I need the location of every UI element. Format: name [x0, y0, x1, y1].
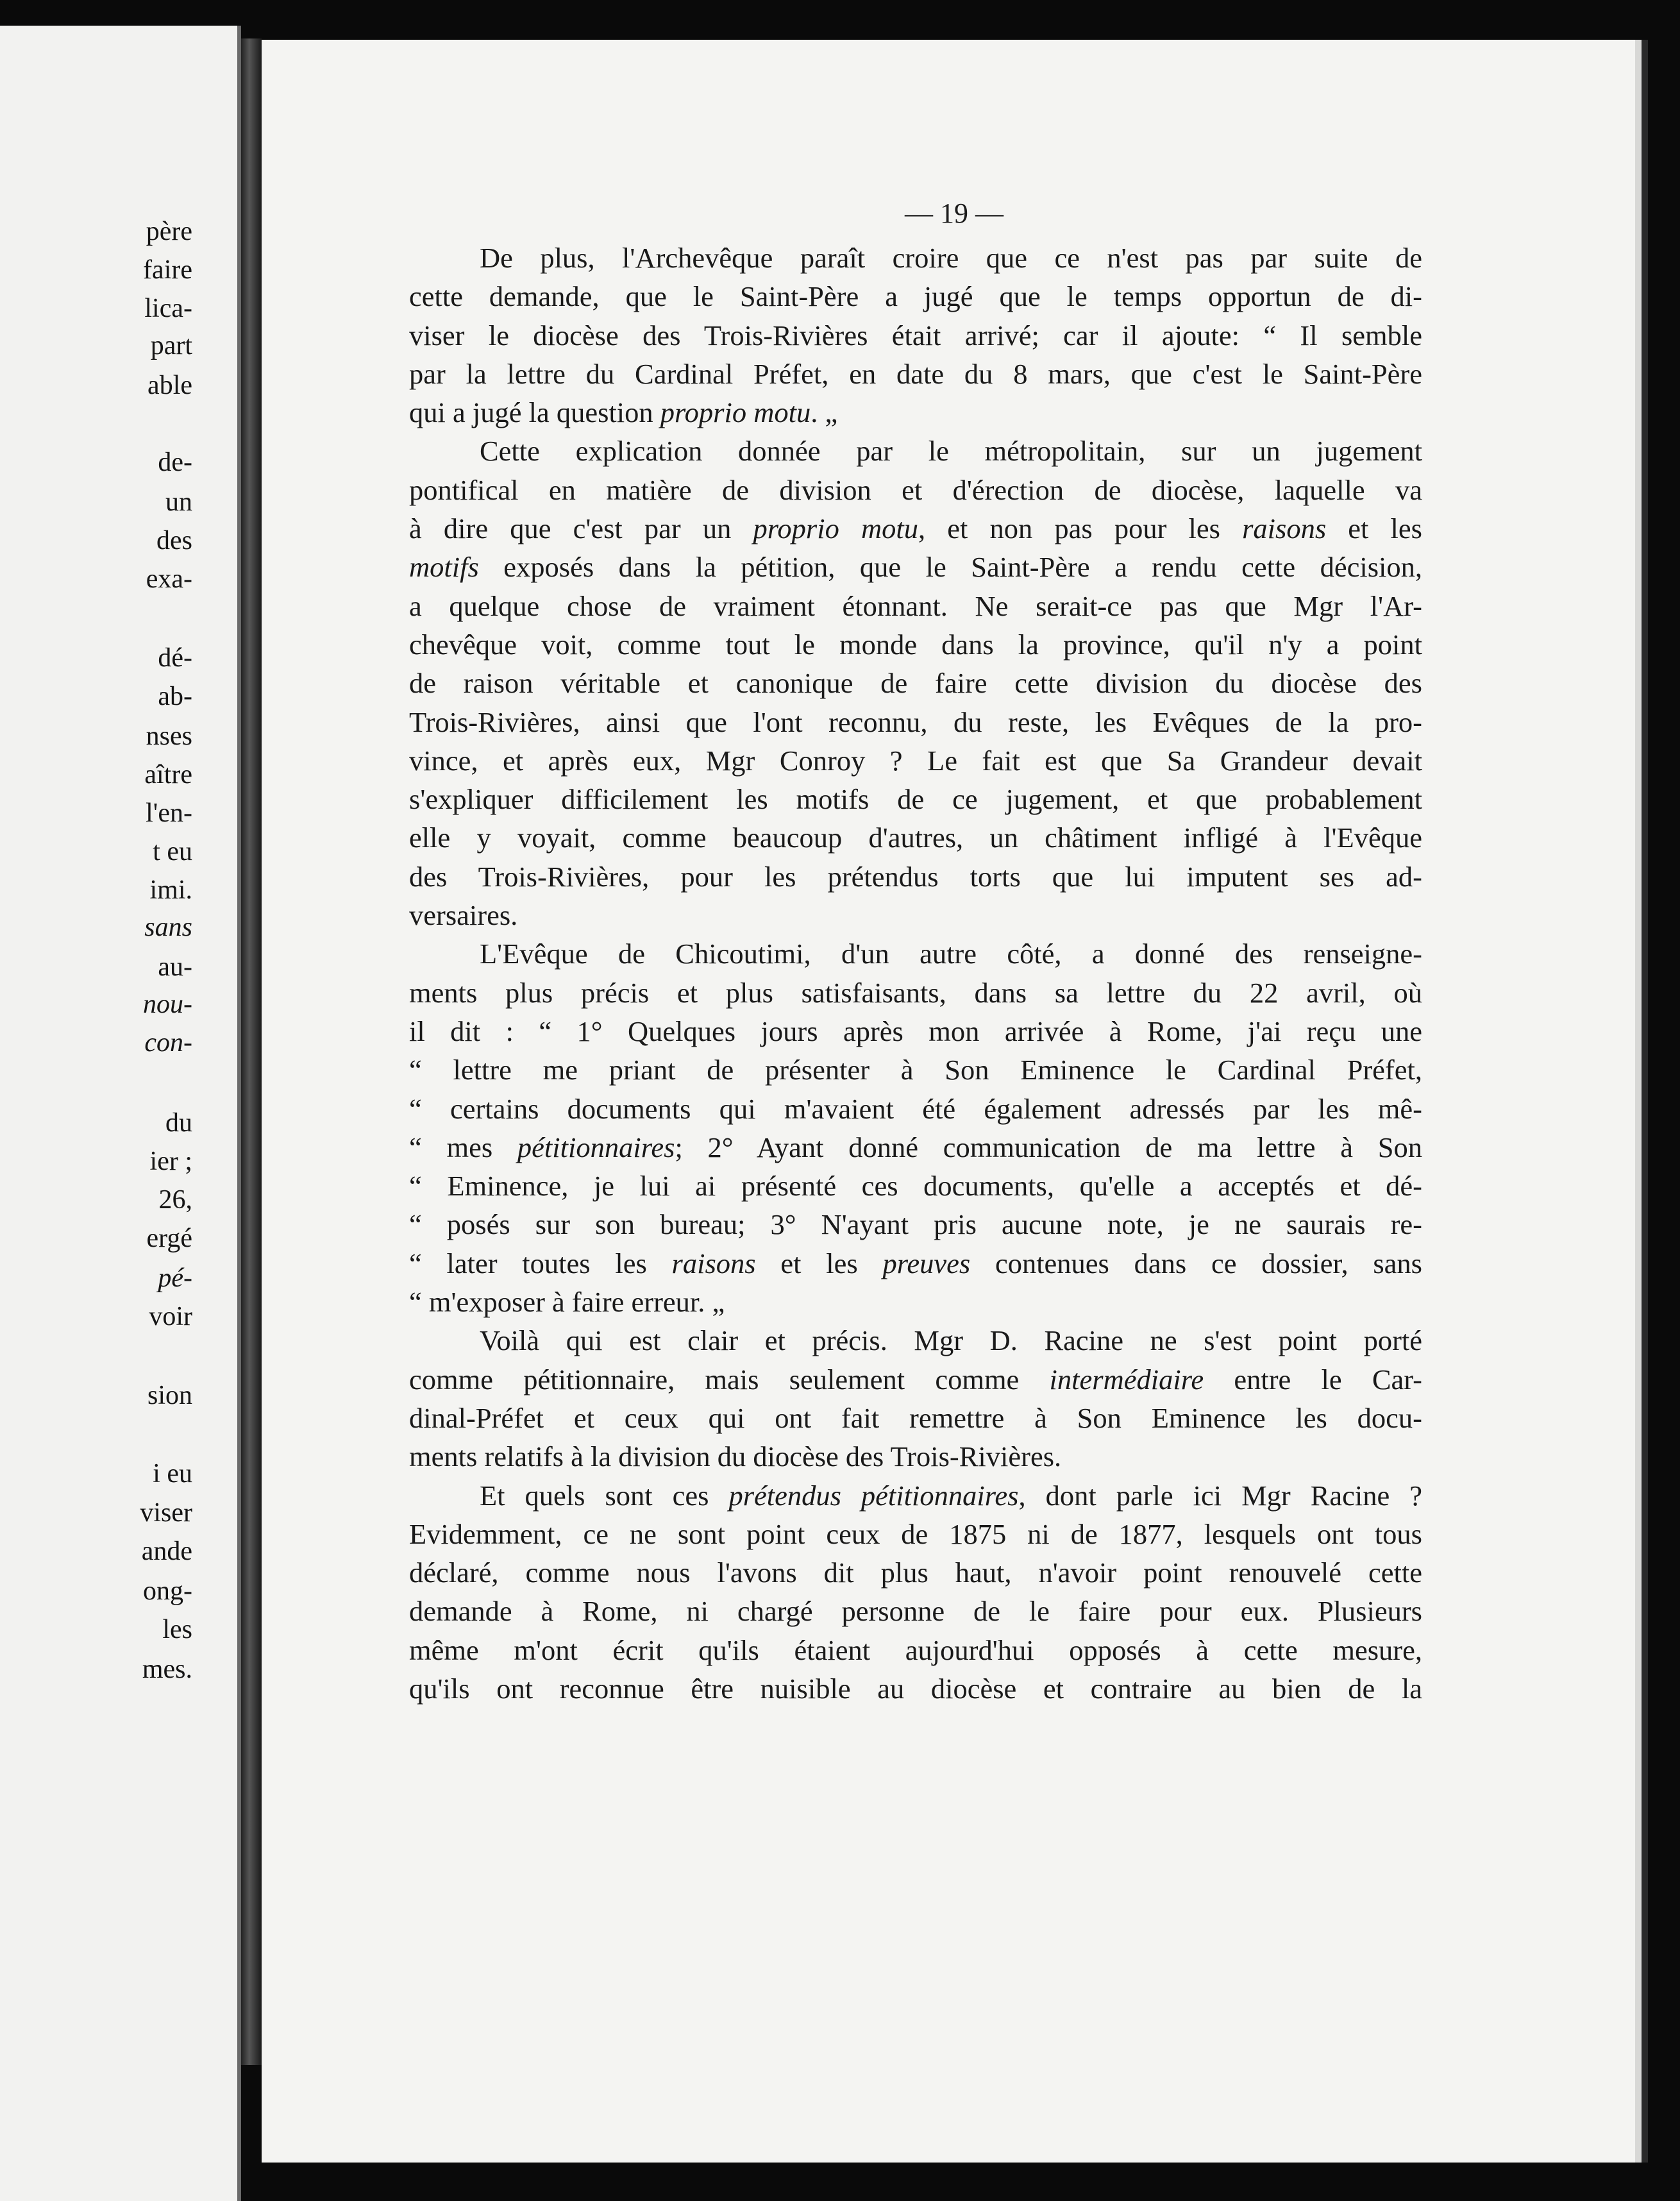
text-line — [409, 857, 1422, 896]
margin-fragment: imi. — [149, 875, 192, 905]
text-run: dinal-Préfet et ceux qui ont fait remettre à Son Eminence les docu- — [409, 1401, 1422, 1434]
text-run: , et non pas pour les — [918, 512, 1243, 545]
margin-fragment: de- — [158, 448, 192, 477]
margin-fragment: ab- — [158, 682, 192, 711]
text-line — [409, 1515, 1422, 1553]
margin-fragment: mes. — [142, 1655, 192, 1684]
text-run: Et quels sont ces — [480, 1479, 729, 1512]
margin-fragment: ergé — [146, 1224, 192, 1253]
text-line — [409, 471, 1422, 509]
margin-fragment: un — [165, 487, 192, 517]
text-line — [409, 1360, 1422, 1399]
text-run: et les — [1326, 512, 1422, 545]
text-line — [409, 1090, 1422, 1128]
text-run: “ certains documents qui m'avaient été également adressés par les mê- — [409, 1092, 1422, 1125]
text-run: viser le diocèse des Trois-Rivières était arrivé; car il ajoute: “ Il semble — [409, 319, 1422, 351]
margin-fragment: ande — [141, 1537, 192, 1566]
body-text — [409, 239, 1422, 1708]
text-run: “ mes — [409, 1131, 517, 1163]
text-line — [409, 934, 1422, 973]
text-run: “ posés sur son bureau; 3° N'ayant pris aucune note, je ne saurais re- — [409, 1208, 1422, 1241]
text-line — [409, 1476, 1422, 1515]
text-line — [409, 1205, 1422, 1244]
text-line — [409, 1050, 1422, 1089]
italic-phrase: pétitionnaires — [517, 1131, 675, 1163]
text-run: demande à Rome, ni chargé personne de le faire pour eux. Plusieurs — [409, 1595, 1422, 1628]
text-run: contenues dans ce dossier, sans — [970, 1247, 1422, 1279]
text-run: , dont parle ici Mgr Racine ? — [1018, 1479, 1422, 1512]
text-run: ments plus précis et plus satisfaisants, dans sa lettre du 22 avril, où — [409, 976, 1422, 1009]
text-run: entre le Car- — [1204, 1363, 1422, 1396]
text-line — [409, 1437, 1422, 1476]
text-line — [409, 1244, 1422, 1283]
text-run: L'Evêque de Chicoutimi, d'un autre côté, a donné des renseigne- — [480, 938, 1422, 970]
text-line — [409, 1592, 1422, 1630]
italic-phrase: raisons — [671, 1247, 756, 1279]
text-run: par la lettre du Cardinal Préfet, en date du 8 mars, que c'est le Saint-Père — [409, 357, 1422, 390]
text-run: même m'ont écrit qu'ils étaient aujourd'hui opposés à cette mesure, — [409, 1633, 1422, 1666]
italic-phrase: preuves — [882, 1247, 971, 1279]
text-run: exposés dans la pétition, que le Saint-Père a rendu cette décision, — [478, 551, 1422, 584]
text-line — [409, 1553, 1422, 1592]
text-line — [409, 1321, 1422, 1360]
text-line — [409, 664, 1422, 702]
text-line — [409, 1669, 1422, 1708]
margin-fragment: nses — [146, 721, 192, 751]
previous-page-fragment — [0, 26, 241, 2201]
margin-fragment: 26, — [158, 1185, 192, 1215]
text-line — [409, 780, 1422, 818]
text-run: de raison véritable et canonique de faire cette division du diocèse des — [409, 667, 1422, 700]
italic-phrase: proprio motu — [753, 512, 918, 545]
text-run: Voilà qui est clair et précis. Mgr D. Racine ne s'est point porté — [480, 1324, 1422, 1357]
text-line — [409, 896, 1422, 934]
text-line — [409, 1012, 1422, 1050]
margin-fragment: ong- — [143, 1576, 192, 1606]
margin-fragment: les — [162, 1615, 192, 1644]
book-page — [262, 40, 1642, 2163]
margin-fragment: père — [146, 217, 192, 246]
text-line — [409, 316, 1422, 355]
text-line — [409, 239, 1422, 277]
margin-fragment: l'en- — [146, 798, 192, 828]
text-line — [409, 1128, 1422, 1167]
margin-fragment: lica- — [144, 294, 192, 323]
text-run: chevêque voit, comme tout le monde dans la province, qu'il n'y a point — [409, 628, 1422, 661]
text-run: à dire que c'est par un — [409, 512, 753, 545]
text-run: ; 2° Ayant donné communication de ma lettre à Son — [675, 1131, 1422, 1163]
text-run: ments relatifs à la division du diocèse des Trois-Rivières. — [409, 1440, 1062, 1473]
margin-fragment: able — [147, 371, 192, 400]
margin-fragment: du — [165, 1108, 192, 1138]
text-line — [409, 277, 1422, 316]
italic-phrase: raisons — [1242, 512, 1327, 545]
margin-fragment: dé- — [158, 643, 192, 673]
margin-fragment: nou- — [143, 990, 192, 1019]
text-run: qui a jugé la question — [409, 396, 660, 429]
text-run: Trois-Rivières, ainsi que l'ont reconnu, du reste, les Evêques de la pro- — [409, 705, 1422, 738]
text-run: “ Eminence, je lui ai présenté ces documents, qu'elle a acceptés et dé- — [409, 1170, 1422, 1202]
margin-fragment: viser — [140, 1498, 192, 1528]
text-run: déclaré, comme nous l'avons dit plus haut, n'avoir point renouvelé cette — [409, 1556, 1422, 1589]
text-line — [409, 1283, 1422, 1321]
text-run: vince, et après eux, Mgr Conroy ? Le fait est que Sa Grandeur devait — [409, 744, 1422, 777]
text-line — [409, 974, 1422, 1012]
text-run: elle y voyait, comme beaucoup d'autres, un châtiment infligé à l'Evêque — [409, 822, 1422, 854]
text-run: comme pétitionnaire, mais seulement comme — [409, 1363, 1050, 1396]
margin-fragment: voir — [149, 1302, 192, 1331]
text-line — [409, 741, 1422, 780]
text-line — [409, 625, 1422, 664]
margin-fragment: au- — [158, 952, 192, 982]
margin-fragment: sans — [144, 913, 192, 942]
italic-phrase: proprio motu — [660, 396, 811, 429]
text-run: des Trois-Rivières, pour les prétendus torts que lui imputent ses ad- — [409, 860, 1422, 893]
italic-phrase: intermédiaire — [1049, 1363, 1204, 1396]
text-run: Cette explication donnée par le métropolitain, sur un jugement — [480, 435, 1422, 468]
margin-fragment: part — [150, 331, 192, 360]
text-line — [409, 548, 1422, 586]
text-run: versaires. — [409, 899, 518, 932]
page-number: — 19 — — [905, 198, 1004, 229]
text-line — [409, 355, 1422, 393]
text-line — [409, 1631, 1422, 1669]
margin-fragment: ier ; — [149, 1147, 192, 1176]
text-line — [409, 703, 1422, 741]
text-line — [409, 1167, 1422, 1205]
text-line — [409, 509, 1422, 548]
margin-fragment: des — [156, 526, 192, 555]
text-line — [409, 587, 1422, 625]
text-run: “ m'exposer à faire erreur. „ — [409, 1286, 725, 1319]
margin-fragment: faire — [143, 255, 192, 285]
text-run: il dit : “ 1° Quelques jours après mon arrivée à Rome, j'ai reçu une — [409, 1015, 1422, 1047]
margin-fragment: t eu — [153, 837, 192, 866]
text-run: qu'ils ont reconnue être nuisible au diocèse et contraire au bien de la — [409, 1672, 1422, 1705]
text-run: “ lettre me priant de présenter à Son Eminence le Cardinal Préfet, — [409, 1054, 1422, 1086]
text-run: De plus, l'Archevêque paraît croire que ce n'est pas par suite de — [480, 242, 1422, 274]
margin-fragment: pé- — [158, 1263, 192, 1293]
text-run: pontifical en matière de division et d'érection de diocèse, laquelle va — [409, 473, 1422, 506]
text-run: cette demande, que le Saint-Père a jugé que le temps opportun de di- — [409, 280, 1422, 313]
text-run: “ later toutes les — [409, 1247, 672, 1279]
margin-fragment: sion — [147, 1381, 192, 1410]
margin-fragment: exa- — [146, 564, 192, 594]
margin-fragment: aître — [144, 760, 192, 789]
text-line — [409, 432, 1422, 470]
text-run: Evidemment, ce ne sont point ceux de 1875 ni de 1877, lesquels ont tous — [409, 1517, 1422, 1550]
margin-fragment: i eu — [153, 1459, 192, 1488]
text-run: . „ — [811, 396, 838, 429]
italic-phrase: motifs — [409, 551, 479, 584]
text-line — [409, 1399, 1422, 1437]
text-line — [409, 393, 1422, 432]
text-run: et les — [755, 1247, 883, 1279]
text-run: s'expliquer difficilement les motifs de ce jugement, et que probablement — [409, 783, 1422, 816]
text-run: a quelque chose de vraiment étonnant. Ne serait-ce pas que Mgr l'Ar- — [409, 589, 1422, 622]
italic-phrase: prétendus pétitionnaires — [728, 1479, 1019, 1512]
margin-fragment: con- — [144, 1028, 192, 1058]
book-gutter — [241, 38, 262, 2065]
text-line — [409, 818, 1422, 857]
